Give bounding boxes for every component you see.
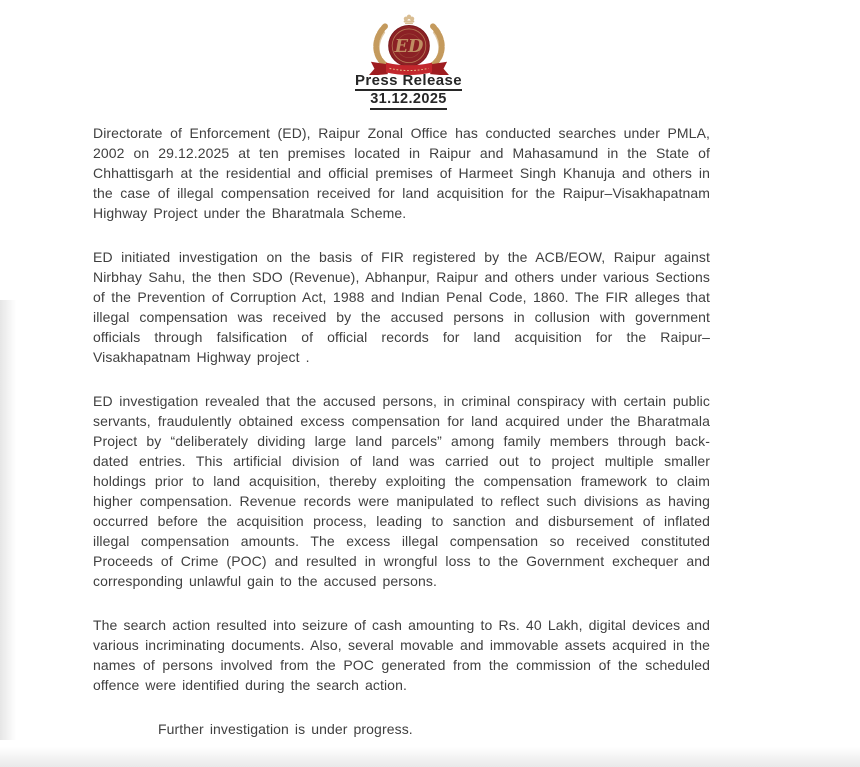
scan-artifact-left	[0, 300, 16, 740]
masthead	[107, 0, 710, 110]
ashoka-capital-icon	[403, 15, 414, 24]
press-release-title-text: Press Release	[355, 72, 462, 89]
paragraph-seizure: The search action resulted into seizure of cash amounting to Rs. 40 Lakh, digital devices and various incriminating documents. Also, several movable and immovable assets acquired in the names of persons involved from the POC generated from the commission of the scheduled offence were identified during the search action.	[93, 617, 710, 693]
closing-line: Further investigation is under progress.	[158, 721, 413, 737]
paragraph-fir: ED initiated investigation on the basis of FIR registered by the ACB/EOW, Raipur against Nirbhay Sahu, the then SDO (Revenue), Abhanpur, Raipur and others under various Sections of the Prevention of Corruption Act, 1988 and Indian Penal Code, 1860. The FIR alleges that illegal compensation was received by the accused persons in collusion with government officials through falsification of official records for land acquisition for the Raipur–Visakhapatnam Highway project .	[93, 249, 710, 365]
ed-emblem-logo	[357, 13, 461, 75]
paragraph-findings: ED investigation revealed that the accused persons, in criminal conspiracy with certain public servants, fraudulently obtained excess compensation for land acquired under the Bharatmala Project by “deliberately dividing large land parcels” among family members through back-dated entries. This artificial division of land was carried out to project multiple smaller holdings prior to land acquisition, thereby exploiting the compensation framework to claim higher compensation. Revenue records were manipulated to reflect such divisions as having occurred before the acquisition process, leading to sanction and disbursement of inflated illegal compensation amounts. The excess illegal compensation so received constituted Proceeds of Crime (POC) and resulted in wrongful loss to the Government exchequer and corresponding unlawful gain to the accused persons.	[93, 393, 710, 589]
press-release-title	[107, 73, 710, 91]
press-release-date	[107, 92, 710, 110]
svg-text:ED: ED	[394, 35, 423, 57]
scan-artifact-bottom	[0, 747, 860, 767]
press-release-document	[93, 0, 710, 739]
paragraph-searches: Directorate of Enforcement (ED), Raipur Zonal Office has conducted searches under PMLA, 2002 on 29.12.2025 at ten premises located in Raipur and Mahasamund in the State of Chhattisgarh at the residential and official premises of Harmeet Singh Khanuja and others in the case of illegal compensation received for land acquisition for the Raipur–Visakhapatnam Highway Project under the Bharatmala Scheme.	[93, 125, 710, 221]
press-release-date-text: 31.12.2025	[370, 92, 447, 110]
press-release-body	[93, 123, 710, 739]
ed-seal	[388, 25, 429, 66]
